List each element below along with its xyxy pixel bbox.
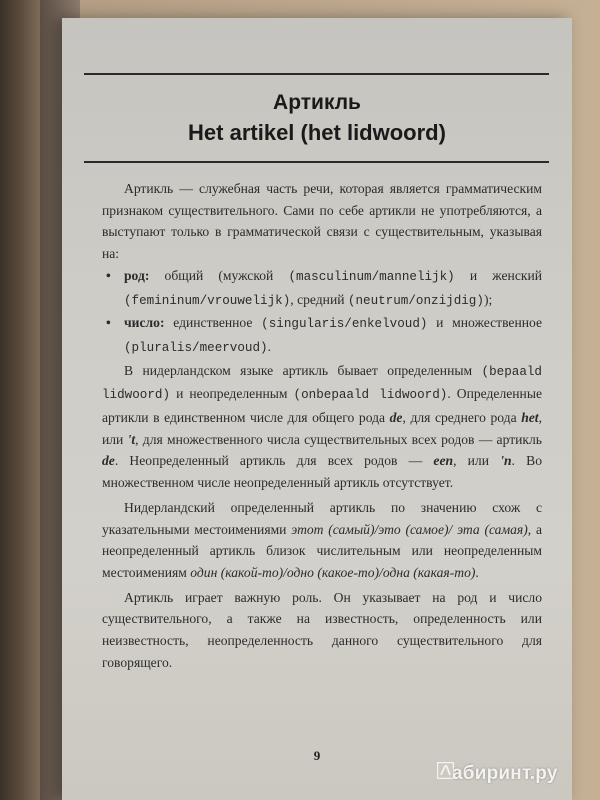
article-t: 't bbox=[127, 431, 136, 447]
demonstrative-pronouns: этот (самый)/это (самое)/ эта (самая) bbox=[291, 521, 528, 537]
bullet-marker: • bbox=[106, 267, 111, 283]
article-n: 'n bbox=[500, 453, 512, 469]
text-run: . Во множественном числе неопределенный артикль отсутствует. bbox=[102, 453, 542, 491]
text-run: . Неопределенный артикль для всех родов — bbox=[114, 453, 434, 469]
bullet-text: . bbox=[267, 338, 271, 354]
article-het: het bbox=[521, 410, 539, 426]
heading-dutch: Het artikel (het lidwoord) bbox=[188, 120, 446, 145]
text-run: , или bbox=[102, 410, 542, 447]
intro-paragraph: Артикль — служебная часть речи, которая является грамматическим признаком существительного. Сами по себе артикли не употребляются, а выступают только в грамматической связи с существительным, указывая на: bbox=[102, 181, 542, 262]
text-run: , для множественного числа существительных всех родов — артикль bbox=[135, 431, 543, 447]
text-run: и неопределенным bbox=[170, 386, 294, 402]
bullet-text: единственное bbox=[164, 315, 262, 331]
latin-term: (femininum/vrouwelijk) bbox=[124, 293, 291, 308]
bullet-number bbox=[102, 312, 542, 359]
bullet-marker: • bbox=[106, 315, 111, 331]
bullet-term: род: bbox=[124, 267, 150, 283]
latin-term: (pluralis/meervoud) bbox=[124, 340, 268, 355]
body-text bbox=[102, 178, 542, 673]
text-run: , а неопределенный артикль близок числительным или неопределенным местоимениям bbox=[102, 521, 542, 580]
latin-term: (bepaald lidwoord) bbox=[102, 364, 542, 403]
latin-term: (masculinum/mannelijk) bbox=[288, 269, 455, 284]
indefinite-pronouns: один (какой-то)/одно (какое-то)/одна (какая-то) bbox=[190, 564, 476, 580]
bullet-text: и женский bbox=[454, 267, 543, 283]
bullet-text: , средний bbox=[290, 291, 348, 307]
text-run: В нидерландском языке артикль бывает определенным bbox=[124, 362, 482, 378]
latin-term: (neutrum/onzijdig) bbox=[347, 293, 484, 308]
paragraph-role: Артикль играет важную роль. Он указывает на род и число существительного, а также на известность, определенность или неизвестность, неопределенность данного существительного для говорящего. bbox=[102, 589, 542, 670]
text-run: . Определенные артикли в единственном числе для общего рода bbox=[102, 386, 542, 426]
latin-term: (singularis/enkelvoud) bbox=[261, 317, 428, 332]
paragraph-article-forms bbox=[102, 360, 542, 494]
watermark-text: абиринт.ру bbox=[452, 763, 558, 784]
bullet-text: и множественное bbox=[427, 315, 542, 331]
bullet-text: ); bbox=[483, 291, 493, 307]
heading-russian: Артикль bbox=[273, 91, 361, 114]
text-run: , для среднего рода bbox=[402, 410, 522, 426]
heading-top-rule bbox=[84, 73, 549, 75]
article-de: de bbox=[102, 453, 115, 469]
article-de: de bbox=[389, 410, 403, 426]
page-number: 9 bbox=[313, 748, 321, 763]
bullet-term: число: bbox=[124, 315, 165, 331]
article-een: een bbox=[433, 453, 454, 469]
heading-bottom-rule bbox=[84, 161, 549, 163]
bullet-text: общий (мужской bbox=[149, 267, 289, 283]
text-run: , или bbox=[453, 453, 501, 469]
latin-term: (onbepaald lidwoord) bbox=[293, 388, 448, 403]
bullet-gender bbox=[102, 265, 542, 312]
book-page bbox=[62, 18, 572, 800]
paragraph-meaning bbox=[102, 497, 542, 584]
text-run: . bbox=[475, 564, 479, 580]
text-run: Нидерландский определенный артикль по значению схож с указательными местоимениями bbox=[102, 499, 542, 537]
